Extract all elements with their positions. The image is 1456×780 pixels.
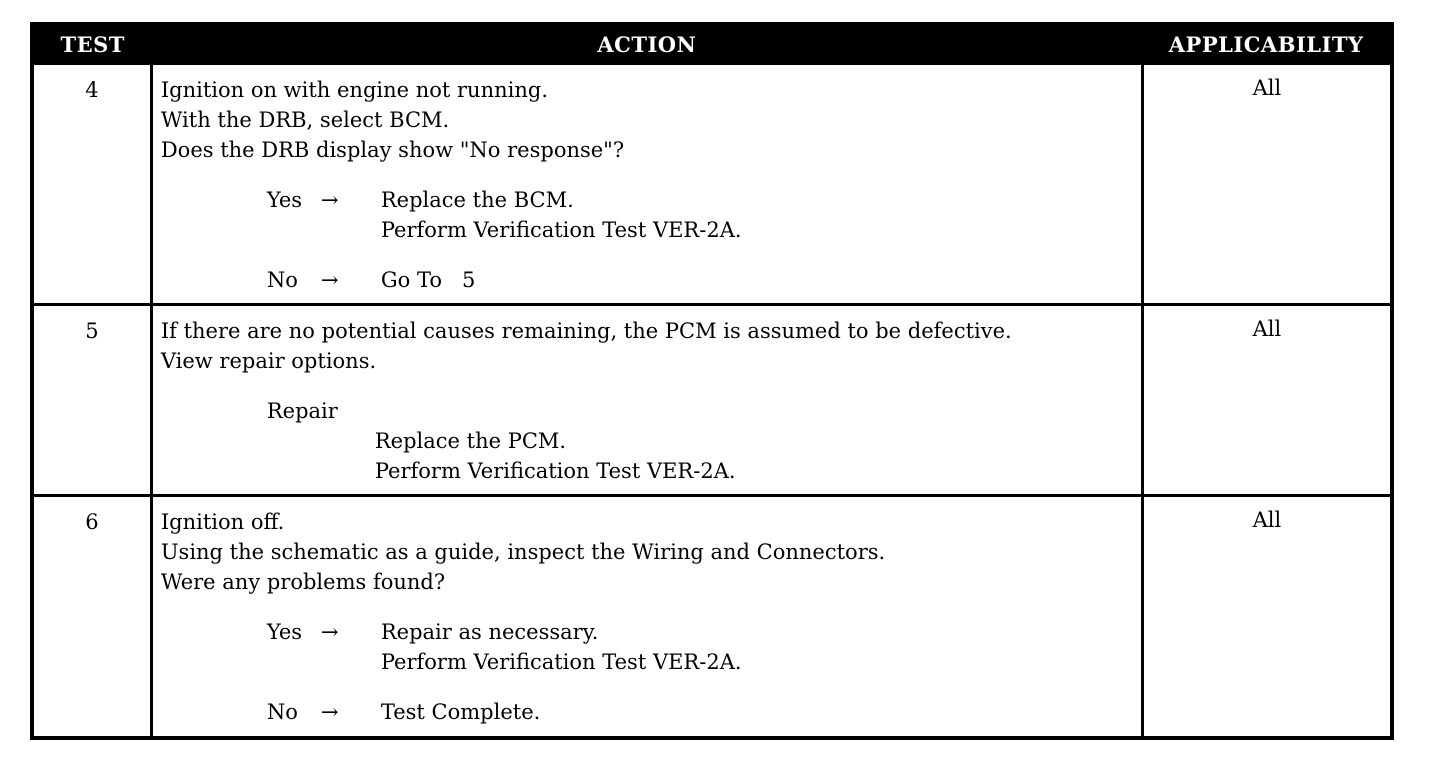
answer-line: Perform Verification Test VER-2A. (380, 650, 742, 674)
action-cell (151, 305, 1142, 496)
answer-line: Go To 5 (380, 268, 476, 292)
answer-line: Test Complete. (380, 700, 541, 724)
action-line: Ignition off. (160, 510, 285, 534)
action-line: Does the DRB display show "No response"? (160, 138, 625, 162)
action-line: If there are no potential causes remaining, the PCM is assumed to be defective. (160, 319, 1012, 343)
action-line: With the DRB, select BCM. (160, 108, 450, 132)
answer-label: Yes (266, 188, 303, 212)
answer-line: Replace the BCM. (380, 188, 574, 212)
test-number: 5 (32, 305, 151, 496)
action-cell (151, 496, 1142, 739)
diagnostic-test-table (30, 22, 1394, 740)
action-line: Were any problems found? (160, 570, 446, 594)
answer-no (267, 265, 1135, 295)
answer-line: Perform Verification Test VER-2A. (380, 218, 742, 242)
applicability-value: All (1142, 496, 1392, 739)
answer-no (267, 697, 1135, 727)
action-line: Ignition on with engine not running. (160, 78, 548, 102)
answer-line: Repair as necessary. (380, 620, 599, 644)
applicability-value: All (1142, 305, 1392, 496)
repair-label: Repair (266, 399, 338, 423)
answer-label: Yes (266, 620, 303, 644)
table-header-row (32, 24, 1392, 64)
applicability-value: All (1142, 64, 1392, 305)
action-line: Using the schematic as a guide, inspect the Wiring and Connectors. (160, 540, 886, 564)
test-number: 4 (32, 64, 151, 305)
table-row (32, 305, 1392, 496)
column-header-test: TEST (32, 24, 151, 64)
arrow-right-icon: → (320, 700, 339, 724)
column-header-applicability: APPLICABILITY (1142, 24, 1392, 64)
table-row (32, 64, 1392, 305)
arrow-right-icon: → (320, 620, 339, 644)
answer-label: No (266, 268, 298, 292)
action-line: View repair options. (160, 349, 377, 373)
test-number: 6 (32, 496, 151, 739)
repair-line: Perform Verification Test VER-2A. (374, 459, 736, 483)
action-cell (151, 64, 1142, 305)
repair-line: Replace the PCM. (374, 429, 567, 453)
answer-label: No (266, 700, 298, 724)
column-header-action: ACTION (151, 24, 1142, 64)
arrow-right-icon: → (320, 188, 339, 212)
arrow-right-icon: → (320, 268, 339, 292)
answer-yes (267, 185, 1135, 245)
answer-yes (267, 617, 1135, 677)
table-row (32, 496, 1392, 739)
